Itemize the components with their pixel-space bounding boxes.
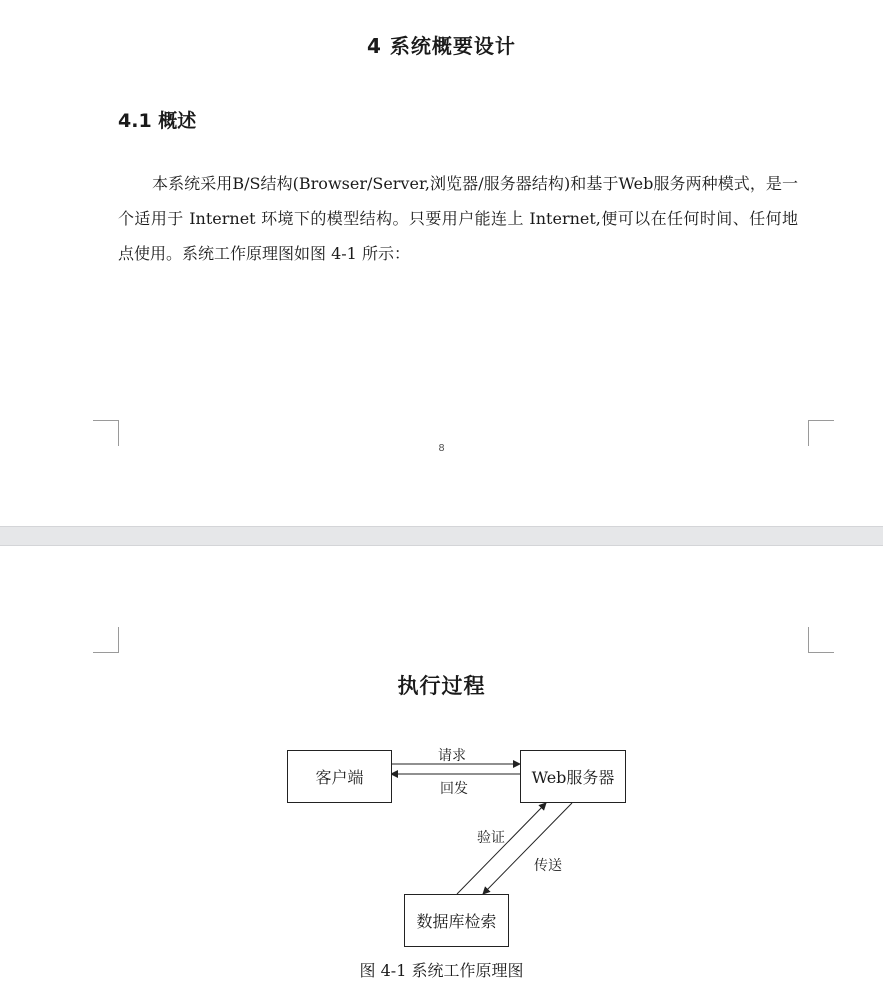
transfer-arrow [483,803,572,894]
request-label: 请求 [438,748,466,764]
section-title: 4.1 概述 [118,110,197,132]
page-number: 8 [438,443,445,454]
verify-label: 验证 [477,830,505,846]
response-label: 回发 [440,781,468,797]
verify-arrow [457,803,546,894]
chapter-title: 4 系统概要设计 [367,34,516,58]
figure-caption: 图 4-1 系统工作原理图 [359,961,524,980]
client-node: 客户端 [287,750,392,803]
database-node: 数据库检索 [404,894,509,947]
web-server-node: Web服务器 [520,750,626,803]
body-paragraph: 本系统采用B/S结构(Browser/Server,浏览器/服务器结构)和基于Web服务两种模式，是一个适用于 Internet 环境下的模型结构。只要用户能连上 Internet,便可以在任何时间、任何地点使用。系统工作原理图如图 4-1 所示： [118,174,798,263]
figure-title: 执行过程 [397,673,486,698]
transfer-label: 传送 [534,858,562,874]
